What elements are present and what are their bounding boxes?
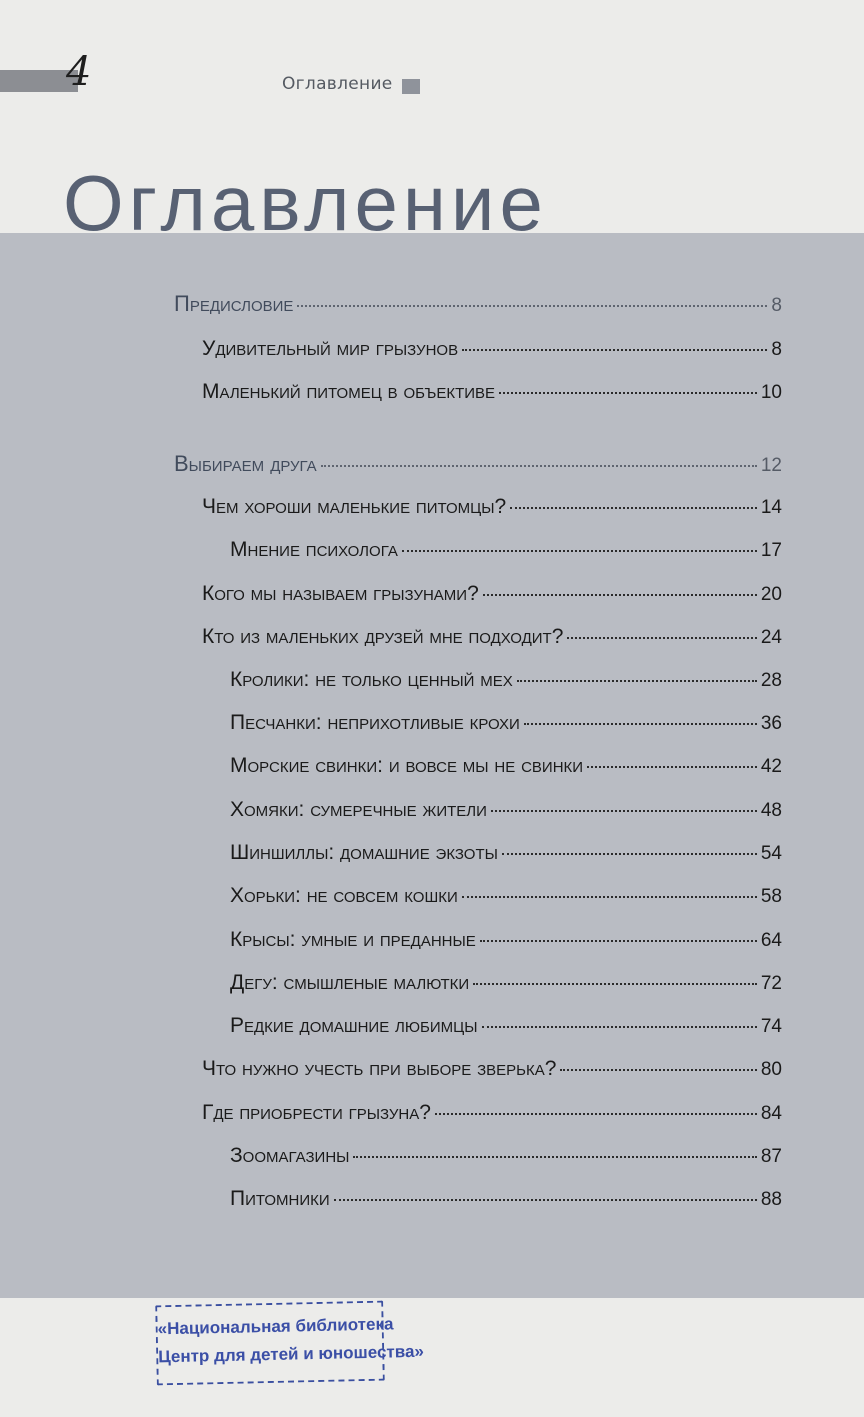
toc-entry — [230, 1187, 782, 1217]
toc-entry — [230, 841, 782, 871]
toc-entry-page: 58 — [760, 886, 782, 907]
toc-entry-page: 42 — [760, 756, 782, 777]
toc-entry — [202, 495, 782, 525]
library-stamp — [155, 1301, 425, 1386]
toc-entry-page: 28 — [760, 670, 782, 691]
toc-entry — [230, 1014, 782, 1044]
toc-leader-dots — [402, 550, 757, 552]
toc-leader-dots — [499, 392, 757, 394]
toc-entry — [202, 582, 782, 612]
toc-entry — [202, 337, 782, 367]
toc-entry-label: Предисловие — [174, 291, 294, 316]
toc-entry-label: Хорьки: не совсем кошки — [230, 884, 458, 907]
toc-entry — [230, 798, 782, 828]
toc-entry — [230, 711, 782, 741]
toc-leader-dots — [510, 507, 757, 509]
toc-entry-page: 80 — [760, 1059, 782, 1080]
toc-entry — [230, 928, 782, 958]
toc-entry — [230, 971, 782, 1001]
toc-leader-dots — [524, 723, 757, 725]
toc-entry-label: Что нужно учесть при выборе зверька? — [202, 1057, 557, 1080]
toc-entry-label: Питомники — [230, 1187, 330, 1210]
toc-entry-page: 12 — [760, 455, 782, 476]
toc-entry-page: 54 — [760, 843, 782, 864]
toc-entry-label: Песчанки: неприхотливые крохи — [230, 711, 520, 734]
toc-entry — [174, 291, 782, 321]
toc-entry-label: Крысы: умные и преданные — [230, 928, 476, 951]
toc-entry — [230, 754, 782, 784]
toc-entry — [202, 380, 782, 410]
toc-entry-label: Кого мы называем грызунами? — [202, 582, 479, 605]
toc-leader-dots — [462, 896, 757, 898]
stamp-line-2: Центр для детей и юношества» — [158, 1341, 425, 1367]
toc-leader-dots — [480, 940, 757, 942]
toc-entry-page: 8 — [771, 295, 782, 316]
toc-entry-page: 36 — [760, 713, 782, 734]
toc-entry-label: Кролики: не только ценный мех — [230, 668, 513, 691]
toc-entry-label: Где приобрести грызуна? — [202, 1101, 431, 1124]
toc-entry-page: 17 — [760, 540, 782, 561]
toc-entry-page: 14 — [760, 497, 782, 518]
stamp-line-1: «Национальная библиотека — [157, 1314, 394, 1339]
toc-entry-label: Чем хороши маленькие питомцы? — [202, 495, 507, 518]
toc-leader-dots — [482, 1026, 757, 1028]
toc-entry-label: Морские свинки: и вовсе мы не свинки — [230, 754, 584, 777]
running-head-square — [402, 79, 420, 94]
toc-entry-page: 24 — [760, 627, 782, 648]
toc-entry — [174, 451, 782, 481]
toc-entry — [202, 1057, 782, 1087]
toc-leader-dots — [353, 1156, 756, 1158]
toc-leader-dots — [587, 766, 757, 768]
toc-entry-label: Дегу: смышленые малютки — [230, 971, 470, 994]
toc-leader-dots — [560, 1069, 756, 1071]
toc-entry — [230, 1144, 782, 1174]
toc-entry — [230, 884, 782, 914]
toc-entry-page: 20 — [760, 584, 782, 605]
toc-leader-dots — [297, 305, 767, 307]
toc-entry — [230, 668, 782, 698]
toc-leader-dots — [502, 853, 757, 855]
toc-entry — [230, 538, 782, 568]
toc-entry-page: 74 — [760, 1016, 782, 1037]
toc-leader-dots — [483, 594, 757, 596]
toc-entry — [202, 625, 782, 655]
toc-entry-page: 72 — [760, 973, 782, 994]
toc-leader-dots — [321, 465, 757, 467]
toc-entry-label: Выбираем друга — [174, 451, 317, 476]
page-number: 4 — [66, 49, 92, 95]
toc-entry-label: Маленький питомец в объективе — [202, 380, 496, 403]
toc-leader-dots — [334, 1199, 757, 1201]
toc-leader-dots — [462, 349, 767, 351]
toc-leader-dots — [567, 637, 756, 639]
toc-leader-dots — [491, 810, 757, 812]
toc-entry-page: 87 — [760, 1146, 782, 1167]
toc-entry-label: Кто из маленьких друзей мне подходит? — [202, 625, 564, 648]
toc-entry-page: 48 — [760, 800, 782, 821]
toc-entry-label: Хомяки: сумеречные жители — [230, 798, 487, 821]
toc-entry-page: 10 — [760, 382, 782, 403]
toc-entry-label: Удивительный мир грызунов — [202, 337, 459, 360]
running-head: Оглавление — [282, 74, 393, 94]
toc-entry-page: 8 — [771, 339, 782, 360]
toc-entry-label: Редкие домашние любимцы — [230, 1014, 478, 1037]
toc-entry-label: Мнение психолога — [230, 538, 398, 561]
toc-entry-page: 64 — [760, 930, 782, 951]
toc-leader-dots — [517, 680, 757, 682]
toc-entry-page: 84 — [760, 1103, 782, 1124]
toc-entry-label: Зоомагазины — [230, 1144, 350, 1167]
toc-entry-page: 88 — [760, 1189, 782, 1210]
toc-entry — [202, 1101, 782, 1131]
toc-leader-dots — [473, 983, 757, 985]
toc-leader-dots — [435, 1113, 757, 1115]
page-title: Оглавление — [63, 159, 548, 247]
toc-entry-label: Шиншиллы: домашние экзоты — [230, 841, 498, 864]
